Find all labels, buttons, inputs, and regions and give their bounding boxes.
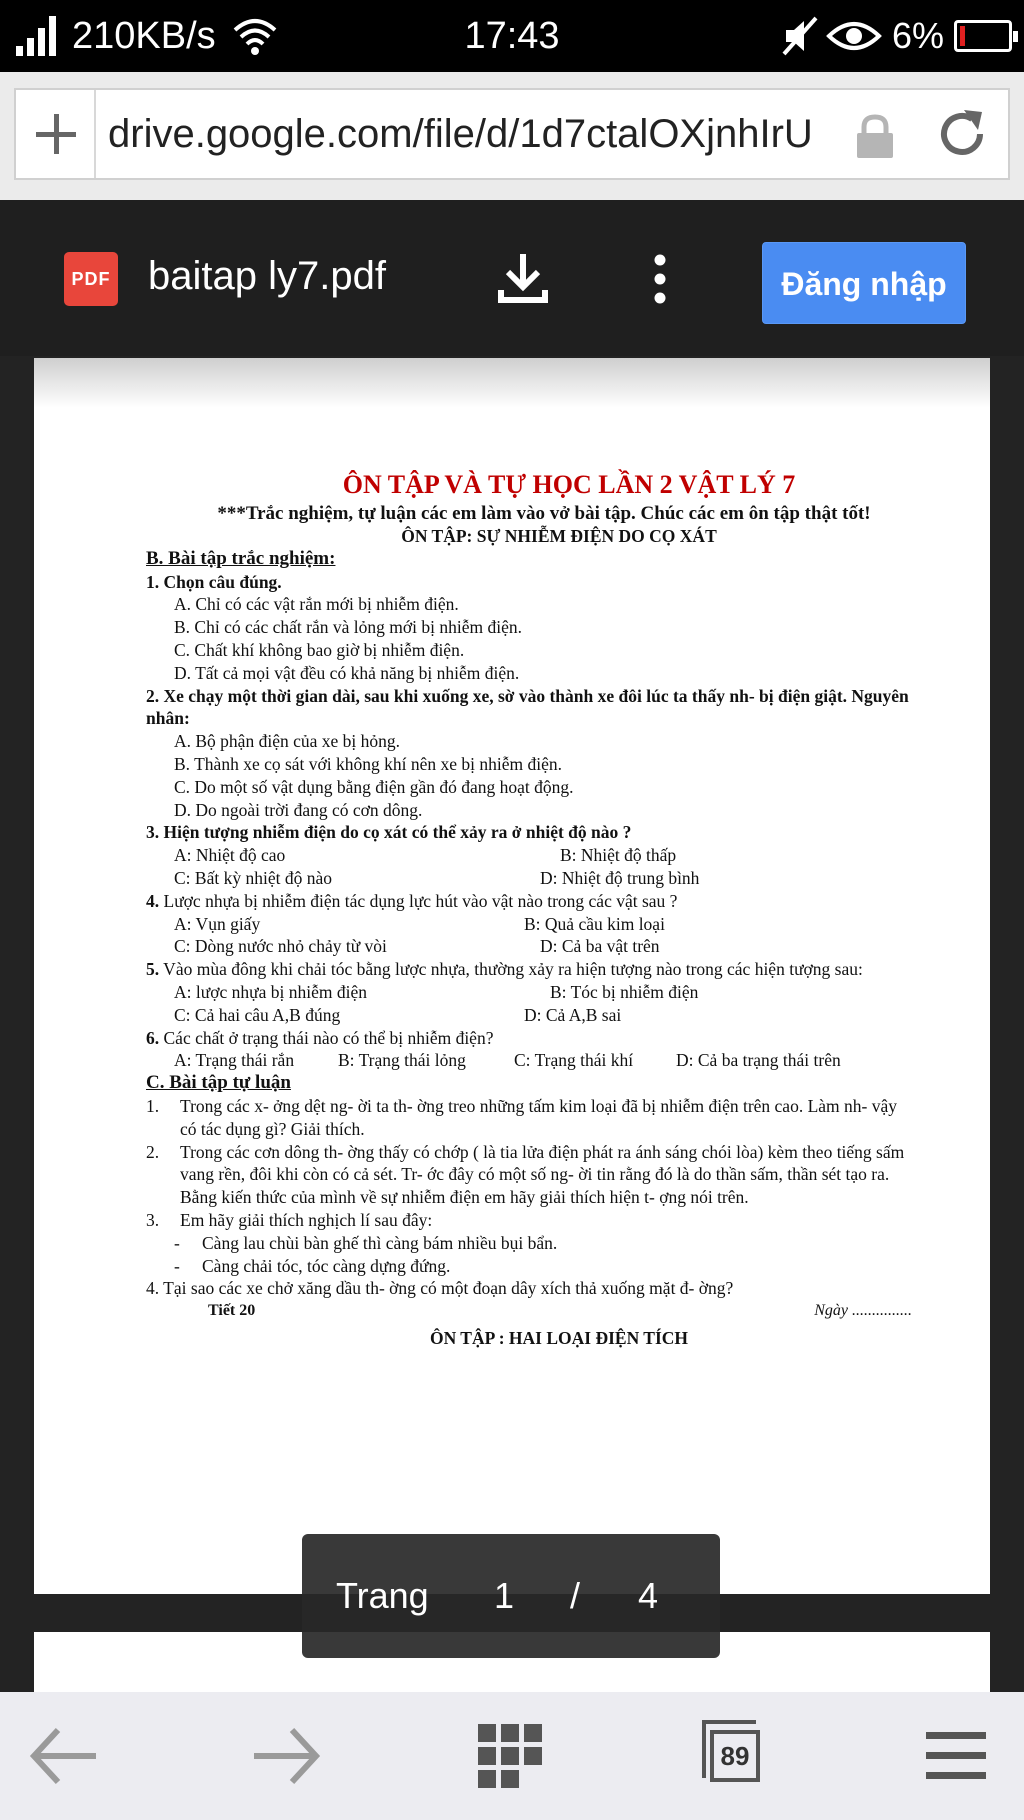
page-shadow bbox=[34, 358, 990, 408]
lock-icon[interactable] bbox=[854, 114, 896, 158]
q5-option: C: Cả hai câu A,B đúng bbox=[174, 1004, 341, 1025]
q4-option: A: Vụn giấy bbox=[174, 913, 261, 934]
download-icon[interactable] bbox=[496, 250, 550, 306]
apps-grid-icon[interactable] bbox=[472, 1718, 548, 1794]
q2-option: D. Do ngoài trời đang có cơn dông. bbox=[174, 799, 423, 820]
q5-options-row bbox=[146, 981, 912, 1004]
network-speed: 210KB/s bbox=[72, 15, 216, 57]
q4-options-row bbox=[146, 935, 912, 958]
pdf-viewer bbox=[0, 200, 1024, 1692]
tab-count: 89 bbox=[710, 1730, 760, 1782]
question-2: 2. Xe chạy một thời gian dài, sau khi xuống xe, sờ vào thành xe đôi lúc ta thấy nh- bị điện giật. Nguyên nhân: bbox=[146, 685, 909, 729]
reload-icon[interactable] bbox=[934, 106, 990, 162]
q2-option: A. Bộ phận điện của xe bị hỏng. bbox=[174, 731, 400, 752]
essay-2 bbox=[146, 1141, 912, 1209]
q3-options-row bbox=[146, 844, 912, 867]
q6-option: D: Cả ba trạng thái trên bbox=[676, 1050, 841, 1071]
pdf-file-icon: PDF bbox=[64, 252, 118, 306]
q3-option: C: Bất kỳ nhiệt độ nào bbox=[174, 867, 332, 888]
q6-option: B: Trạng thái lỏng bbox=[338, 1050, 466, 1071]
q4-number: 4. bbox=[146, 890, 160, 911]
question-6 bbox=[146, 1027, 912, 1050]
q1-option: A. Chỉ có các vật rắn mới bị nhiễm điện. bbox=[174, 594, 459, 615]
essay-3-text: Em hãy giải thích nghịch lí sau đây: bbox=[180, 1209, 433, 1230]
file-name: baitap ly7.pdf bbox=[148, 254, 386, 298]
date-line: Ngày ............... bbox=[814, 1302, 912, 1320]
clock: 17:43 bbox=[464, 15, 560, 57]
total-pages: 4 bbox=[638, 1575, 659, 1616]
tabs-icon[interactable] bbox=[700, 1718, 776, 1794]
back-arrow-icon[interactable] bbox=[26, 1718, 102, 1794]
essay-heading: C. Bài tập tự luận bbox=[146, 1072, 291, 1094]
q5-number: 5. bbox=[146, 959, 160, 980]
url-field[interactable]: drive.google.com/file/d/1d7ctalOXjnhIrU bbox=[108, 112, 813, 156]
mc-heading: B. Bài tập trắc nghiệm: bbox=[146, 547, 336, 569]
viewer-header bbox=[0, 200, 1024, 356]
battery-percent: 6% bbox=[892, 15, 945, 56]
essay-3-number: 3. bbox=[146, 1209, 160, 1230]
q2-option: B. Thành xe cọ sát với không khí nên xe bị nhiễm điện. bbox=[174, 753, 563, 774]
document-content bbox=[146, 468, 912, 1350]
menu-icon[interactable] bbox=[918, 1718, 994, 1794]
next-section-title: ÔN TẬP : HAI LOẠI ĐIỆN TÍCH bbox=[429, 1327, 688, 1348]
q4-options-row bbox=[146, 913, 912, 936]
question-5 bbox=[146, 958, 912, 981]
lesson-number: Tiết 20 bbox=[208, 1302, 256, 1320]
q6-number: 6. bbox=[146, 1027, 160, 1048]
q6-options-row bbox=[146, 1049, 912, 1072]
q5-option: A: lược nhựa bị nhiễm điện bbox=[174, 981, 367, 1002]
lesson-line bbox=[146, 1300, 912, 1323]
essay-3-bullet: - Càng lau chùi bàn ghế thì càng bám nhiều bụi bẩn. bbox=[146, 1232, 912, 1255]
current-page: 1 bbox=[494, 1575, 515, 1616]
q3-option: D: Nhiệt độ trung bình bbox=[540, 867, 700, 888]
q3-option: A: Nhiệt độ cao bbox=[174, 845, 286, 866]
q4-option: D: Cả ba vật trên bbox=[540, 936, 660, 957]
essay-3-bullet: - Càng chải tóc, tóc càng dựng đứng. bbox=[146, 1255, 912, 1278]
essay-1-text: Trong các x- ởng dệt ng- ời ta th- ờng treo những tấm kim loại đã bị nhiễm điện trên cao. Làm nh- vậy có tác dụng gì? Giải thích. bbox=[180, 1095, 897, 1139]
q4-option: C: Dòng nước nhỏ chảy từ vòi bbox=[174, 936, 387, 957]
essay-2-number: 2. bbox=[146, 1141, 160, 1162]
q4-option: B: Quả cầu kim loại bbox=[524, 913, 665, 934]
page-indicator bbox=[302, 1534, 720, 1658]
q1-option: D. Tất cả mọi vật đều có khả năng bị nhiễm điện. bbox=[174, 662, 520, 683]
question-1: 1. Chọn câu đúng. bbox=[146, 571, 282, 592]
new-tab-icon[interactable] bbox=[16, 90, 96, 178]
pdf-page[interactable] bbox=[34, 358, 990, 1594]
browser-toolbar bbox=[0, 72, 1024, 200]
battery-icon bbox=[954, 20, 1012, 52]
essay-3 bbox=[146, 1209, 912, 1232]
q6-option: C: Trạng thái khí bbox=[514, 1050, 634, 1071]
forward-arrow-icon[interactable] bbox=[248, 1718, 324, 1794]
q1-option: B. Chỉ có các chất rắn và lỏng mới bị nhiễm điện. bbox=[174, 617, 522, 638]
question-3: 3. Hiện tượng nhiễm điện do cọ xát có thể xảy ra ở nhiệt độ nào ? bbox=[146, 822, 632, 843]
status-bar bbox=[0, 0, 1024, 72]
page-separator: / bbox=[570, 1575, 581, 1616]
q5-option: D: Cả A,B sai bbox=[524, 1004, 622, 1025]
q1-option: C. Chất khí không bao giờ bị nhiễm điện. bbox=[174, 639, 465, 660]
q3-option: B: Nhiệt độ thấp bbox=[560, 845, 677, 866]
document-title: ÔN TẬP VÀ TỰ HỌC LẦN 2 VẬT LÝ 7 bbox=[342, 470, 796, 499]
essay-1-number: 1. bbox=[146, 1095, 160, 1116]
page-label: Trang bbox=[336, 1575, 429, 1616]
q4-text: Lược nhựa bị nhiễm điện tác dụng lực hút vào vật nào trong các vật sau ? bbox=[159, 890, 678, 911]
question-4 bbox=[146, 890, 912, 913]
essay-4: 4. Tại sao các xe chở xăng dầu th- ờng có một đoạn dây xích thả xuống mặt đ- ờng? bbox=[146, 1278, 734, 1299]
browser-bottom-nav bbox=[0, 1692, 1024, 1820]
more-vert-icon[interactable] bbox=[650, 254, 670, 304]
section-title: ÔN TẬP: SỰ NHIỄM ĐIỆN DO CỌ XÁT bbox=[401, 526, 717, 546]
q2-option: C. Do một số vật dụng bằng điện gần đó đang hoạt động. bbox=[174, 776, 574, 797]
login-button[interactable]: Đăng nhập bbox=[762, 242, 966, 324]
q5-option: B: Tóc bị nhiễm điện bbox=[550, 981, 699, 1002]
eye-icon bbox=[826, 18, 882, 54]
q3-options-row bbox=[146, 867, 912, 890]
mute-icon bbox=[780, 16, 820, 56]
essay-2-text: Trong các cơn dông th- ờng thấy có chớp ( là tia lửa điện phát ra ánh sáng chói lòa) kèm theo tiếng sấm vang rền, đôi khi còn có cả sét. Tr- ớc đây có một số ng- ời tin rằng đó là do thần sấm, thần sét tạo ra. Bằng kiến thức của mình về sự nhiễm điện em hãy giải thích hiện t- ợng nói trên. bbox=[180, 1141, 905, 1208]
q5-options-row bbox=[146, 1004, 912, 1027]
q6-option: A: Trạng thái rắn bbox=[174, 1050, 295, 1071]
q5-text: Vào mùa đông khi chải tóc bằng lược nhựa, thường xảy ra hiện tượng nào trong các hiện tượng sau: bbox=[159, 959, 863, 980]
document-subtitle: ***Trắc nghiệm, tự luận các em làm vào vở bài tập. Chúc các em ôn tập thật tốt! bbox=[217, 503, 871, 524]
address-bar bbox=[14, 88, 1010, 180]
q6-text: Các chất ở trạng thái nào có thể bị nhiễm điện? bbox=[159, 1027, 494, 1048]
essay-1 bbox=[146, 1095, 912, 1141]
